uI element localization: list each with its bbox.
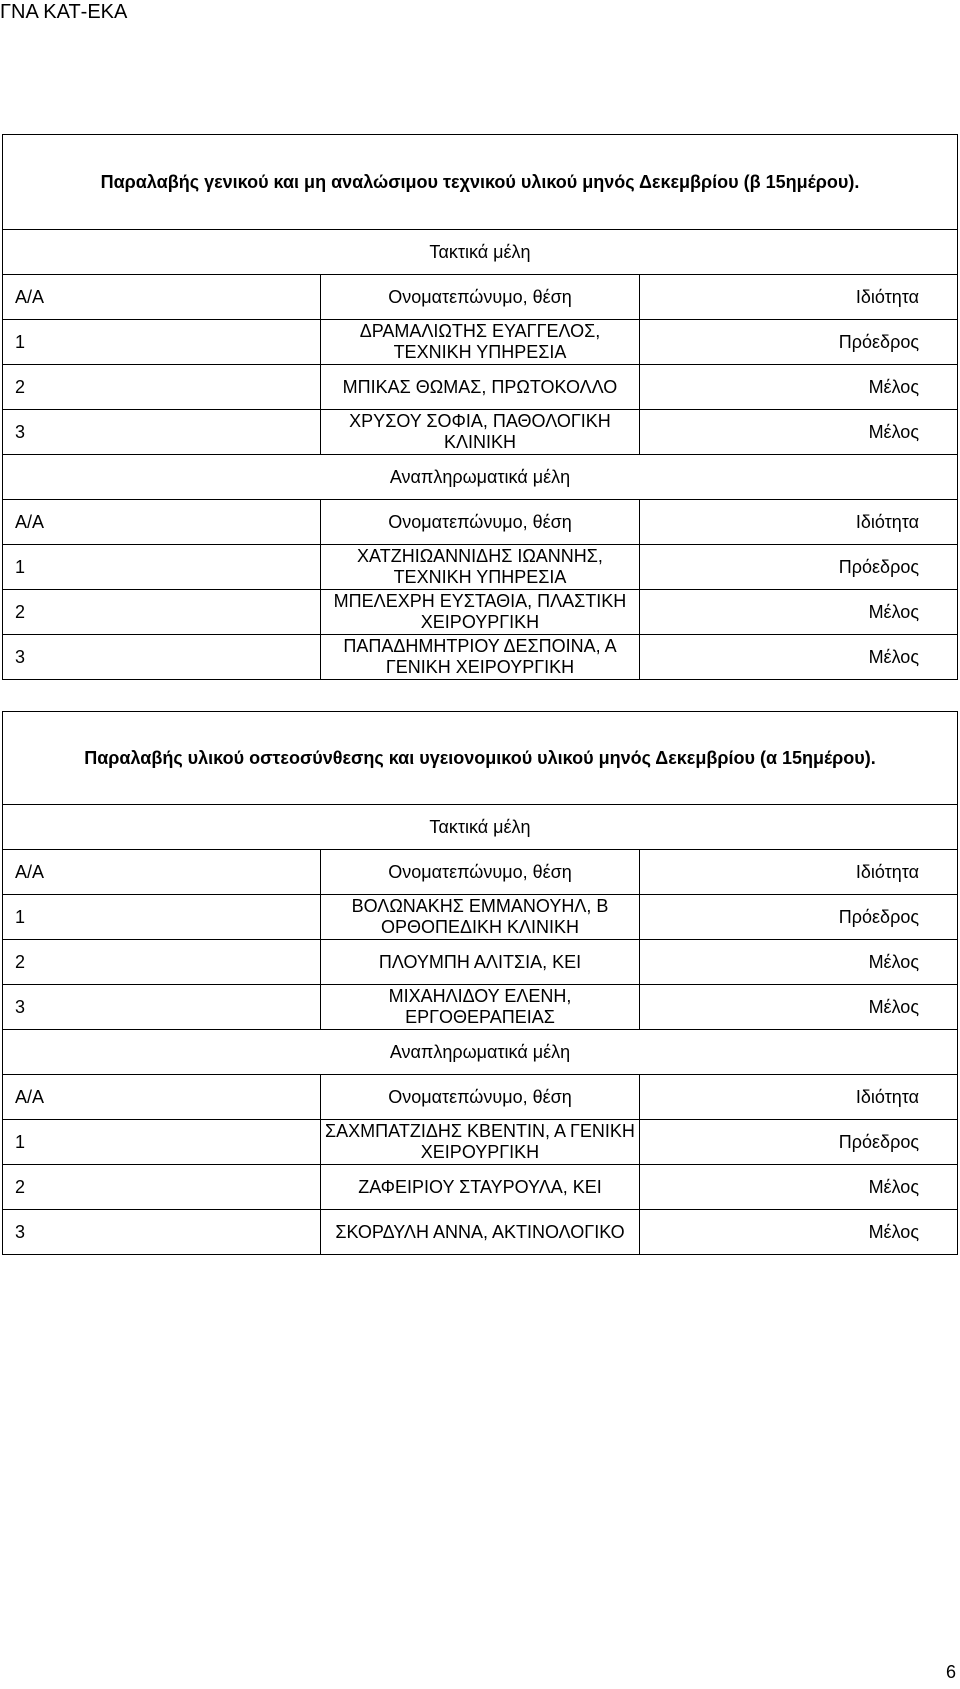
col-header-aa: Α/Α (3, 1075, 321, 1120)
col-header-aa: Α/Α (3, 275, 321, 320)
row-role: Μέλος (639, 985, 957, 1030)
table-row (3, 1165, 958, 1210)
row-role: Μέλος (639, 635, 957, 680)
table-row (3, 1210, 958, 1255)
committee-table (2, 711, 958, 1255)
table-row (3, 590, 958, 635)
committee-table (2, 134, 958, 680)
section-label: Αναπληρωματικά μέλη (3, 455, 958, 500)
row-number: 3 (3, 410, 321, 455)
row-name: ΧΑΤΖΗΙΩΑΝΝΙΔΗΣ ΙΩΑΝΝΗΣ, ΤΕΧΝΙΚΗ ΥΠΗΡΕΣΙΑ (321, 545, 639, 590)
row-number: 1 (3, 895, 321, 940)
row-number: 3 (3, 1210, 321, 1255)
col-header-name: Ονοματεπώνυμο, θέση (321, 275, 639, 320)
table-row (3, 985, 958, 1030)
row-role: Μέλος (639, 590, 957, 635)
row-role: Μέλος (639, 410, 957, 455)
col-header-name: Ονοματεπώνυμο, θέση (321, 850, 639, 895)
col-header-role: Ιδιότητα (639, 275, 957, 320)
section-label: Τακτικά μέλη (3, 805, 958, 850)
row-name: ΖΑΦΕΙΡΙΟΥ ΣΤΑΥΡΟΥΛΑ, ΚΕΙ (321, 1165, 639, 1210)
col-header-name: Ονοματεπώνυμο, θέση (321, 500, 639, 545)
page-number: 6 (945, 1662, 956, 1682)
row-name: ΣΚΟΡΔΥΛΗ ΑΝΝΑ, ΑΚΤΙΝΟΛΟΓΙΚΟ (321, 1210, 639, 1255)
row-role: Μέλος (639, 1210, 957, 1255)
col-header-role: Ιδιότητα (639, 500, 957, 545)
row-role: Μέλος (639, 365, 957, 410)
col-header-role: Ιδιότητα (639, 1075, 957, 1120)
table-row (3, 320, 958, 365)
row-name: ΣΑΧΜΠΑΤΖΙΔΗΣ ΚΒΕΝΤΙΝ, Α ΓΕΝΙΚΗ ΧΕΙΡΟΥΡΓΙΚΗ (321, 1120, 639, 1165)
table-header-row (3, 1075, 958, 1120)
row-number: 2 (3, 590, 321, 635)
committee-title: Παραλαβής υλικού οστεοσύνθεσης και υγειονομικού υλικού μηνός Δεκεμβρίου (α 15ημέρου). (3, 712, 958, 805)
row-name: ΜΠΙΚΑΣ ΘΩΜΑΣ, ΠΡΩΤΟΚΟΛΛΟ (321, 365, 639, 410)
row-name: ΜΙΧΑΗΛΙΔΟΥ ΕΛΕΝΗ, ΕΡΓΟΘΕΡΑΠΕΙΑΣ (321, 985, 639, 1030)
table-row (3, 1120, 958, 1165)
row-role: Πρόεδρος (639, 1120, 957, 1165)
section-label: Τακτικά μέλη (3, 230, 958, 275)
col-header-aa: Α/Α (3, 500, 321, 545)
row-number: 3 (3, 635, 321, 680)
section-label: Αναπληρωματικά μέλη (3, 1030, 958, 1075)
committee-title: Παραλαβής γενικού και μη αναλώσιμου τεχνικού υλικού μηνός Δεκεμβρίου (β 15ημέρου). (3, 135, 958, 230)
row-name: ΔΡΑΜΑΛΙΩΤΗΣ ΕΥΑΓΓΕΛΟΣ, ΤΕΧΝΙΚΗ ΥΠΗΡΕΣΙΑ (321, 320, 639, 365)
col-header-aa: Α/Α (3, 850, 321, 895)
row-number: 2 (3, 1165, 321, 1210)
table-row (3, 940, 958, 985)
row-name: ΜΠΕΛΕΧΡΗ ΕΥΣΤΑΘΙΑ, ΠΛΑΣΤΙΚΗ ΧΕΙΡΟΥΡΓΙΚΗ (321, 590, 639, 635)
row-name: ΠΛΟΥΜΠΗ ΑΛΙΤΣΙΑ, ΚΕΙ (321, 940, 639, 985)
col-header-role: Ιδιότητα (639, 850, 957, 895)
row-name: ΧΡΥΣΟΥ ΣΟΦΙΑ, ΠΑΘΟΛΟΓΙΚΗ ΚΛΙΝΙΚΗ (321, 410, 639, 455)
row-name: ΒΟΛΩΝΑΚΗΣ ΕΜΜΑΝΟΥΗΛ, Β ΟΡΘΟΠΕΔΙΚΗ ΚΛΙΝΙΚΗ (321, 895, 639, 940)
table-row (3, 545, 958, 590)
row-number: 3 (3, 985, 321, 1030)
row-number: 1 (3, 1120, 321, 1165)
table-header-row (3, 850, 958, 895)
table-row (3, 365, 958, 410)
table-row (3, 635, 958, 680)
row-role: Πρόεδρος (639, 545, 957, 590)
row-number: 1 (3, 545, 321, 590)
row-role: Μέλος (639, 1165, 957, 1210)
table-row (3, 895, 958, 940)
row-role: Πρόεδρος (639, 895, 957, 940)
row-name: ΠΑΠΑΔΗΜΗΤΡΙΟΥ ΔΕΣΠΟΙΝΑ, Α ΓΕΝΙΚΗ ΧΕΙΡΟΥΡΓΙΚΗ (321, 635, 639, 680)
row-role: Μέλος (639, 940, 957, 985)
row-role: Πρόεδρος (639, 320, 957, 365)
col-header-name: Ονοματεπώνυμο, θέση (321, 1075, 639, 1120)
row-number: 1 (3, 320, 321, 365)
table-header-row (3, 500, 958, 545)
page-header: ΓΝΑ ΚΑΤ-ΕΚΑ (0, 1, 128, 23)
table-header-row (3, 275, 958, 320)
row-number: 2 (3, 940, 321, 985)
row-number: 2 (3, 365, 321, 410)
table-row (3, 410, 958, 455)
